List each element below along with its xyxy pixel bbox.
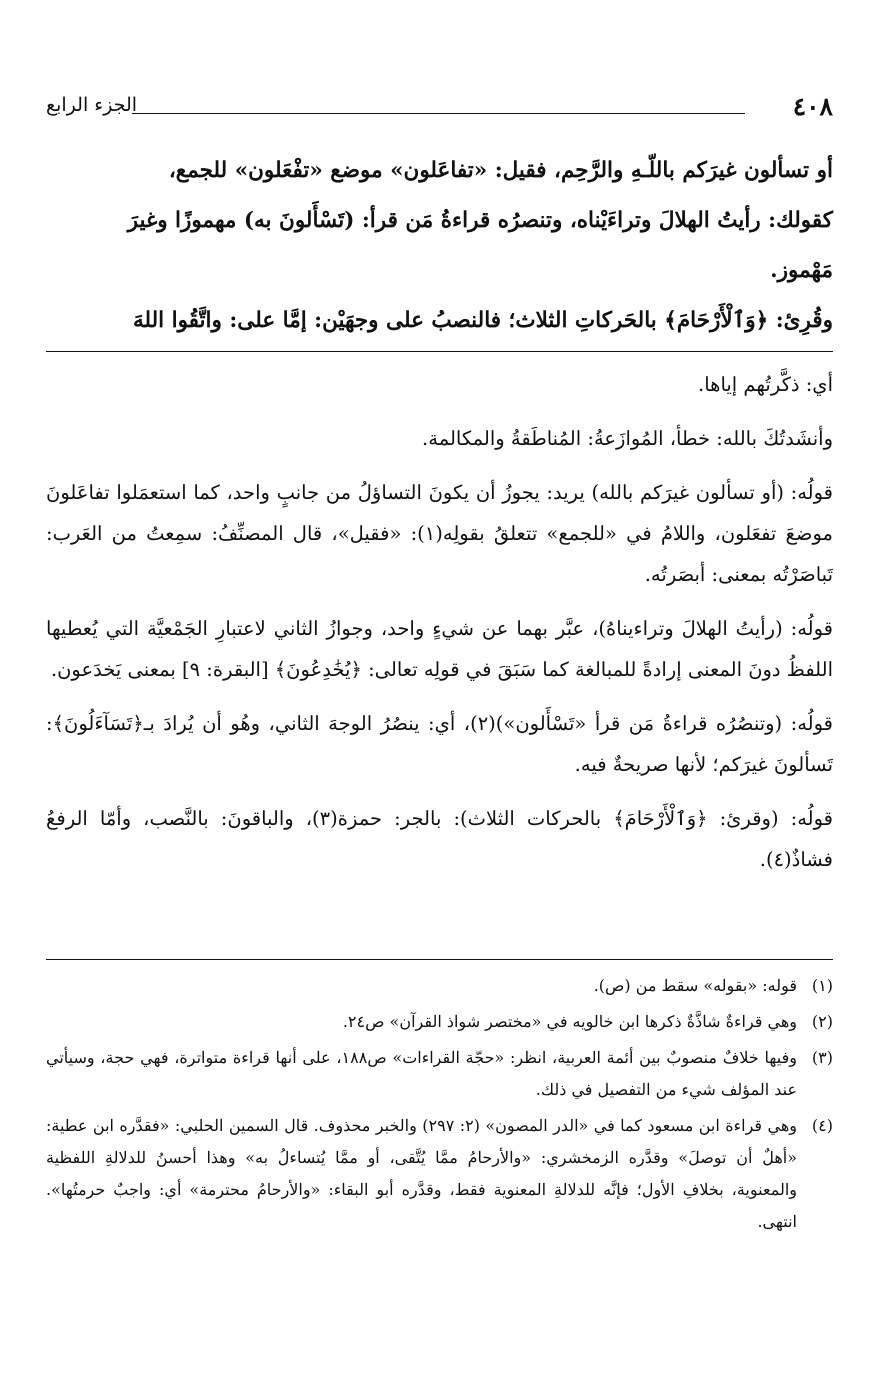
footnote-number: (٤) [811,1116,833,1135]
footnote-number: (٢) [811,1012,833,1031]
footnote [46,1006,833,1038]
footnote [46,1110,833,1238]
footnote [46,1042,833,1106]
page-header [46,92,833,128]
header-rule [132,113,745,114]
footnote-text: وفيها خلافٌ منصوبٌ بين أئمة العربية، انظر: «حجّة القراءات» ص١٨٨، على أنها قراءة متواترة، فهي حجة، وسيأتي عند المؤلف شيء من التفصيل في ذلك. [46,1048,797,1099]
main-text-line: مَهْموز. [770,258,833,283]
commentary-paragraph: أي: ذكَّرتُهم إياها. [698,373,833,396]
footnote-number: (٣) [811,1048,833,1067]
footnote-rule [46,959,833,960]
footnote-text: وهي قراءةٌ شاذَّةٌ ذكرها ابن خالويه في «مختصر شواذ القرآن» ص٢٤. [342,1012,797,1031]
commentary-paragraph: قولُه: (أو تسألون غيرَكم بالله) يريد: يجوزُ أن يكونَ التساؤلُ من جانبٍ واحد، كما استعمَلوا تفاعَلونَ موضعَ تفعَلون، واللامُ في «للجمع» تتعلقُ بقولِه(١): «فقيل»، قال المصنِّفُ: سمِعتُ من العَرب: تَباصَرْتُه بمعنى: أبصَرتُه. [46,481,833,586]
commentary-paragraph: قولُه: (وتنصُرُه قراءةُ مَن قرأ «تَسْأَلون»)(٢)، أي: ينصُرُ الوجهَ الثاني، وهُو أن يُرادَ بـ﴿تَسَآءَلُونَ﴾: تَسألونَ غيرَكم؛ لأنها صريحةٌ فيه. [46,712,833,776]
main-text [46,146,833,296]
footnote [46,970,833,1002]
commentary [46,344,833,893]
main-text-quoted-line: وقُرِئ: ﴿وَٱلْأَرْحَامَ﴾ بالحَركاتِ الثلاث؛ فالنصبُ على وجهَيْن: إمَّا على: واتَّقُوا اللهَ [132,308,833,333]
commentary-paragraph: قولُه: (وقرئ: ﴿وَٱلْأَرْحَامَ﴾ بالحركات الثلاث): بالجر: حمزة(٣)، والباقونَ: بالنَّصب، وأمّا الرفعُ فشاذٌ(٤). [46,807,833,871]
page-number: ٤٠٨ [792,92,833,121]
main-text-line: كقولك: رأيتُ الهلالَ وتراءَيْناه، وتنصرُه قراءةُ مَن قرأ: (تَسْأَلونَ به) مهموزًا وغيرَ [127,208,833,233]
footnote-number: (١) [811,976,833,995]
running-title: الجزء الرابع [46,94,138,116]
commentary-paragraph: وأنشَدتُكَ بالله: خطأ، المُوازَعةُ: المُناطَقةُ والمكالمة. [422,427,833,450]
footnote-text: قوله: «بقوله» سقط من (ص). [593,976,797,995]
footnote-text: وهي قراءة ابن مسعود كما في «الدر المصون» (٢: ٢٩٧) والخبر محذوف. قال السمين الحلبي: «فقدَّره ابن عطية: «أهلٌ أن توصلَ» وقدَّره الزمخشري: «والأرحامُ ممَّا يُتَّقى، أو ممَّا يُتساءلُ به» وهذا أحسنُ للدلالةِ اللفظية والمعنوية، بخلافِ الأول؛ فإنَّه للدلالةِ المعنوية فقط، وقدَّره أبو البقاء: «والأرحامُ محترمة» أي: واجبٌ حرمتُها». انتهى. [46,1116,798,1231]
commentary-paragraph: قولُه: (رأيتُ الهلالَ وتراءيناهُ)، عبَّر بهما عن شيءٍ واحد، وجوازُ الثاني لاعتبارِ الجَمْعيَّة التي يُعطيها اللفظُ دونَ المعنى إرادةً للمبالغة كما سَبَقَ في قولِه تعالى: ﴿يُخَٰدِعُونَ﴾ [البقرة: ٩] بمعنى يَخدَعون. [46,617,833,681]
main-text-line: أو تسألون غيرَكم باللّـهِ والرَّحِم، فقيل: «تفاعَلون» موضع «تفْعَلون» للجمع، [168,158,833,183]
footnotes [46,970,833,1242]
